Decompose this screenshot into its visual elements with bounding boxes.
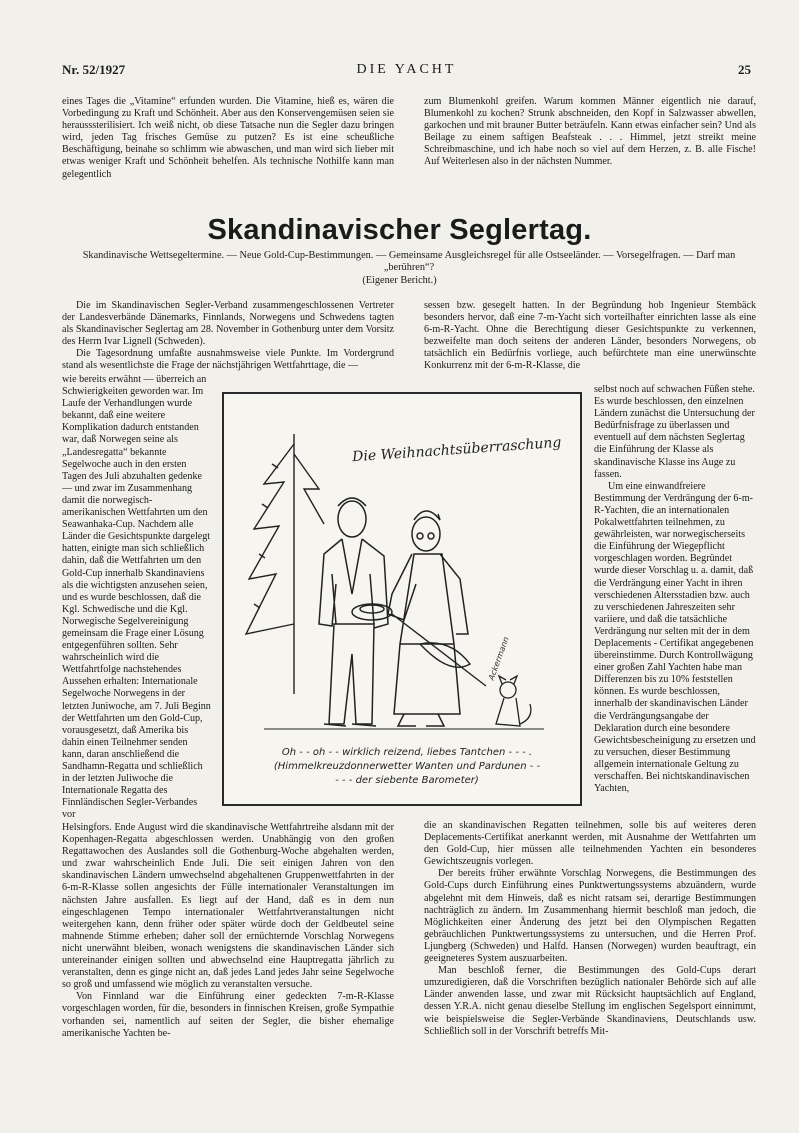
paragraph: Um eine einwandfreiere Bestimmung der Verdrängung der 6-m-R-Yachten, die an internationalen Pokalwettfahrten teilnehmen, zu gewährleisten, war norwegischerseits die Einführung der Wiegepflicht vorgeschlagen worden. Begründet wurde dieser Vorschlag u. a. damit, daß die Verdrängung einer Yacht in ihren verschiedenen Altersstadien bzw. auch zu verschiedenen Jahreszeiten sehr variiere, und daß die tatsächliche Verdrängung nur selten mit der in dem Deplacements - Certifikat angegebenen übereinstimme. Durch Kontrollwägung einer großen Zahl Yachten habe man Differenzen bis zu 10% feststellen können. Es wurde beschlossen, innerhalb der skandinavischen Länder die Verdrängungsangabe der Deklaration durch eine besondere Gewichtsbescheinigung zu ersetzen und zu versuchen, dieser Bestimmung allgemein internationale Geltung zu verschaffen. Bei nichtskandinavischen Yachten, [594, 480, 756, 795]
article-left-column-top [62, 300, 394, 373]
page-number: 25 [738, 62, 751, 77]
paragraph: die an skandinavischen Regatten teilnehmen, solle bis auf weiteres deren Deplacements-Certifikat anerkannt werden, mit Ausnahme der Wettfahrten um den Gold-Cup, hier müssen alle teilnehmenden Yachten ein besonderes Gewichtszeugnis vorlegen. [424, 820, 756, 868]
issue-number: Nr. 52/1927 [62, 62, 126, 77]
previous-article-right-column [424, 96, 756, 169]
article-title: Skandinavischer Seglertag. [207, 214, 592, 246]
aunt-figure [388, 511, 468, 726]
paragraph: sessen bzw. gesegelt hatten. In der Begründung hob Ingenieur Stembäck besonders hervor, daß eine 7-m-Yacht sich vorteilhafter einrichten lasse als eine 6-m-R-Yacht. Ohne die Berechtigung dieser Gesichtspunkte zu verkennen, bezweifelte man doch seitens der anderen Länder, besonders Norwegens, ob tatsächlich ein Bedürfnis vorliege, auch befürchtete man eine unerwünschte Konkurrenz mit der 6-m-R-Klasse, die [424, 300, 756, 372]
cartoon-illustration [222, 392, 582, 806]
paragraph: Man beschloß ferner, die Bestimmungen des Gold-Cups derart umzuredigieren, daß die Vorschriften bezüglich nationaler Behörde sich auf alle Länder anwenden lasse, und zwar mit Rücksicht hauptsächlich auf England, dessen Y.R.A. nicht genau dieselbe Stellung im englischen Segelsport einnimmt, wie beispielsweise die Segler-Verbände Skandinaviens, Deutschlands usw. Schließlich soll in der Vorschrift betreffs Mit- [424, 965, 756, 1037]
article-right-column-top [424, 300, 756, 373]
paragraph: Der bereits früher erwähnte Vorschlag Norwegens, die Bestimmungen des Gold-Cups durch Einführung eines Punktwertungssystems abzuändern, wurde abgelehnt mit dem Hinweis, daß es nicht ratsam sei, derartige Bestimmungen nachträglich zu ändern. Im Zusammenhang hiermit beschloß man jedoch, die Möglichkeiten einer Änderung des jetzt bei den Olympischen Regatten gebräuchlichen Punktwertungssystems zu untersuchen, und die Herren Prof. Ljungberg (Schweden) und Halfd. Hansen (Norwegen) wurden beauftragt, ein geeigneteres System auszuarbeiten. [424, 868, 756, 965]
magazine-title: DIE YACHT [356, 62, 457, 77]
caption-line: Oh - - oh - - wirklich reizend, liebes Tantchen - - - . [281, 747, 533, 758]
paragraph: selbst noch auf schwachen Füßen stehe. Es wurde beschlossen, den einzelnen Ländern zunächst die Untersuchung der Bedürfnisfrage zu überlassen und eventuell auf dem nächsten Seglertag die Einführung der Klasse als skandinavische Klasse ins Auge zu fassen. [594, 384, 755, 480]
paragraph: Die Tagesordnung umfaßte ausnahmsweise viele Punkte. Im Vordergrund stand als wesentlichste die Frage der nächstjährigen Wettfahrttage, die — [62, 348, 394, 372]
paragraph: wie bereits erwähnt — überreich an Schwierigkeiten geworden war. Im Laufe der Verhandlungen wurde bekannt, daß eine weitere Komplikation dadurch entstanden war, daß Norwegen seine als „Landesregatta“ bekannte Segelwoche auch in den ersten Tagen des Juli abzuhalten gedenke — und zwar im Zusammenhang damit die norwegisch-amerikanischen Wettfahrten um den Seawanhaka-Cup. Nachdem alle Länder die Gesichtspunkte dargelegt hatten, einigte man sich schließlich dahin, daß die Wettfahrten um den Gold-Cup innerhalb Skandinaviens als die wichtigsten anzusehen seien, und es wurde beschlossen, daß die Kgl. Schwedische und die Kgl. Norwegische Segelvereinigung gemeinsam die Frage einer Lösung entgegenführen sollten. Sehr wahrscheinlich wird die Wettfahrtfolge nachstehendes Aussehen erhalten: Internationale Segelwoche Norwegens in der letzten Juniwoche, am 7. Juli Beginn der Wettfahrten um den Gold-Cup, vorausgesetzt, daß Amerika bis dahin einen Teilnehmer senden kann, daran anschließend die Sandhamn-Regatta und schließlich in der letzten Juliwoche die Internationale Regatta des Finnländischen Segler-Verbandes vor [62, 374, 211, 821]
article-left-column-narrow [62, 374, 212, 821]
caption-line: - - - der siebente Barometer) [335, 775, 479, 786]
paragraph: zum Blumenkohl greifen. Warum kommen Männer eigentlich nie darauf, Blumenkohl zu kochen? Strunk abschneiden, den Kopf in Salzwasser abwellen, garkochen und mit brauner Butter beträufeln. Kann etwas einfacher sein? Und als Beilage zu einem saftigen Beafsteak . . . Himmel, jetzt streikt meine Schreibmaschine, und ich habe noch so viel auf dem Herzen, z. B. alle Fische! Auf Weiterlesen also in der nächsten Nummer. [424, 96, 756, 168]
article-report-note: (Eigener Bericht.) [362, 275, 437, 286]
article-right-column-bottom [424, 820, 756, 1038]
article-subtitle: Skandinavische Wettsegeltermine. — Neue Gold-Cup-Bestimmungen. — Gemeinsame Ausgleichsregel für alle Ostseeländer. — Vorsegelfragen. — Darf man „berühren“? [82, 250, 736, 273]
artist-signature: Ackermann [486, 635, 511, 682]
paragraph: eines Tages die „Vitamine“ erfunden wurden. Die Vitamine, hieß es, wären die Vorbedingung zu Kraft und Schönheit. Aber aus den Konservengemüsen seien sie herausssterilisiert. Ich weiß nicht, ob diese Tatsache nun die Segler dazu bringen wird, jeden Tag frisches Gemüse zu putzen? Es ist eine scheußliche Beschäftigung, beinahe so schlimm wie abwaschen, und man wird sich lieber mit etwas weniger Kraft und Schönheit behelfen. Als technische Nothilfe kann man gelegentlich [62, 96, 394, 180]
article-left-column-bottom [62, 822, 394, 1040]
paragraph: Von Finnland war die Einführung einer gedeckten 7-m-R-Klasse vorgeschlagen worden, für die, besonders in finnischen Kreisen, große Sympathie vorhanden sei, namentlich auf seiten der Segler, die bisher ehemalige amerikanische Yachten be- [62, 991, 394, 1039]
cat-icon [496, 676, 531, 726]
paragraph: Helsingfors. Ende August wird die skandinavische Wettfahrtreihe alsdann mit der Kopenhagen-Regatta abgeschlossen werden. Unabhängig von den großen Regattawochen des Auslandes soll die Gothenburg-Woche abgehalten werden, und zwar wahrscheinlich Ende Juli. Die seit einigen Jahren von den skandinavischen Ländern umwechselnd abgehaltenen Gruppenwettfahrten in der 6-m-R-Klasse sollen angesichts der Fülle internationaler Veranstaltungen im nächsten Jahre ausfallen. Es liegt auf der Hand, daß es in dem nun eingeschlagenen Tempo internationaler Wettfahrtveranstaltungen nicht weitergehen kann, denn früher oder später würde doch der Geldbeutel seine mahnende Stimme erheben; daher soll der ernüchternde Vorschlag Norwegens nicht unerwähnt bleiben, wonach wenigstens die skandinavischen Länder sich untereinander einigen sollten und abwechselnd eine Hauptregatta jährlich zu veranstalten, denn es ginge nicht an, daß jedes Land jedes Jahr seine Segelwoche so groß und umfassend wie möglich zu veranstalten versuche. [62, 822, 394, 991]
christmas-tree-icon [246, 434, 324, 694]
article-right-column-narrow [594, 384, 756, 795]
page-header [62, 62, 751, 82]
previous-article-left-column [62, 96, 394, 181]
caption-line: (Himmelkreuzdonnerwetter Wanten und Pardunen - - [273, 761, 541, 772]
paragraph: Die im Skandinavischen Segler-Verband zusammengeschlossenen Vertreter der Landesverbände Dänemarks, Finnlands, Norwegens und Schwedens tagten als Skandinavischer Seglertag am 28. November in Gothenburg unter dem Vorsitz des Herrn Ivar Lignell (Schweden). [62, 300, 394, 348]
umbrella-icon [392, 614, 486, 686]
cartoon-title: Die Weihnachtsüberraschung [351, 434, 562, 466]
